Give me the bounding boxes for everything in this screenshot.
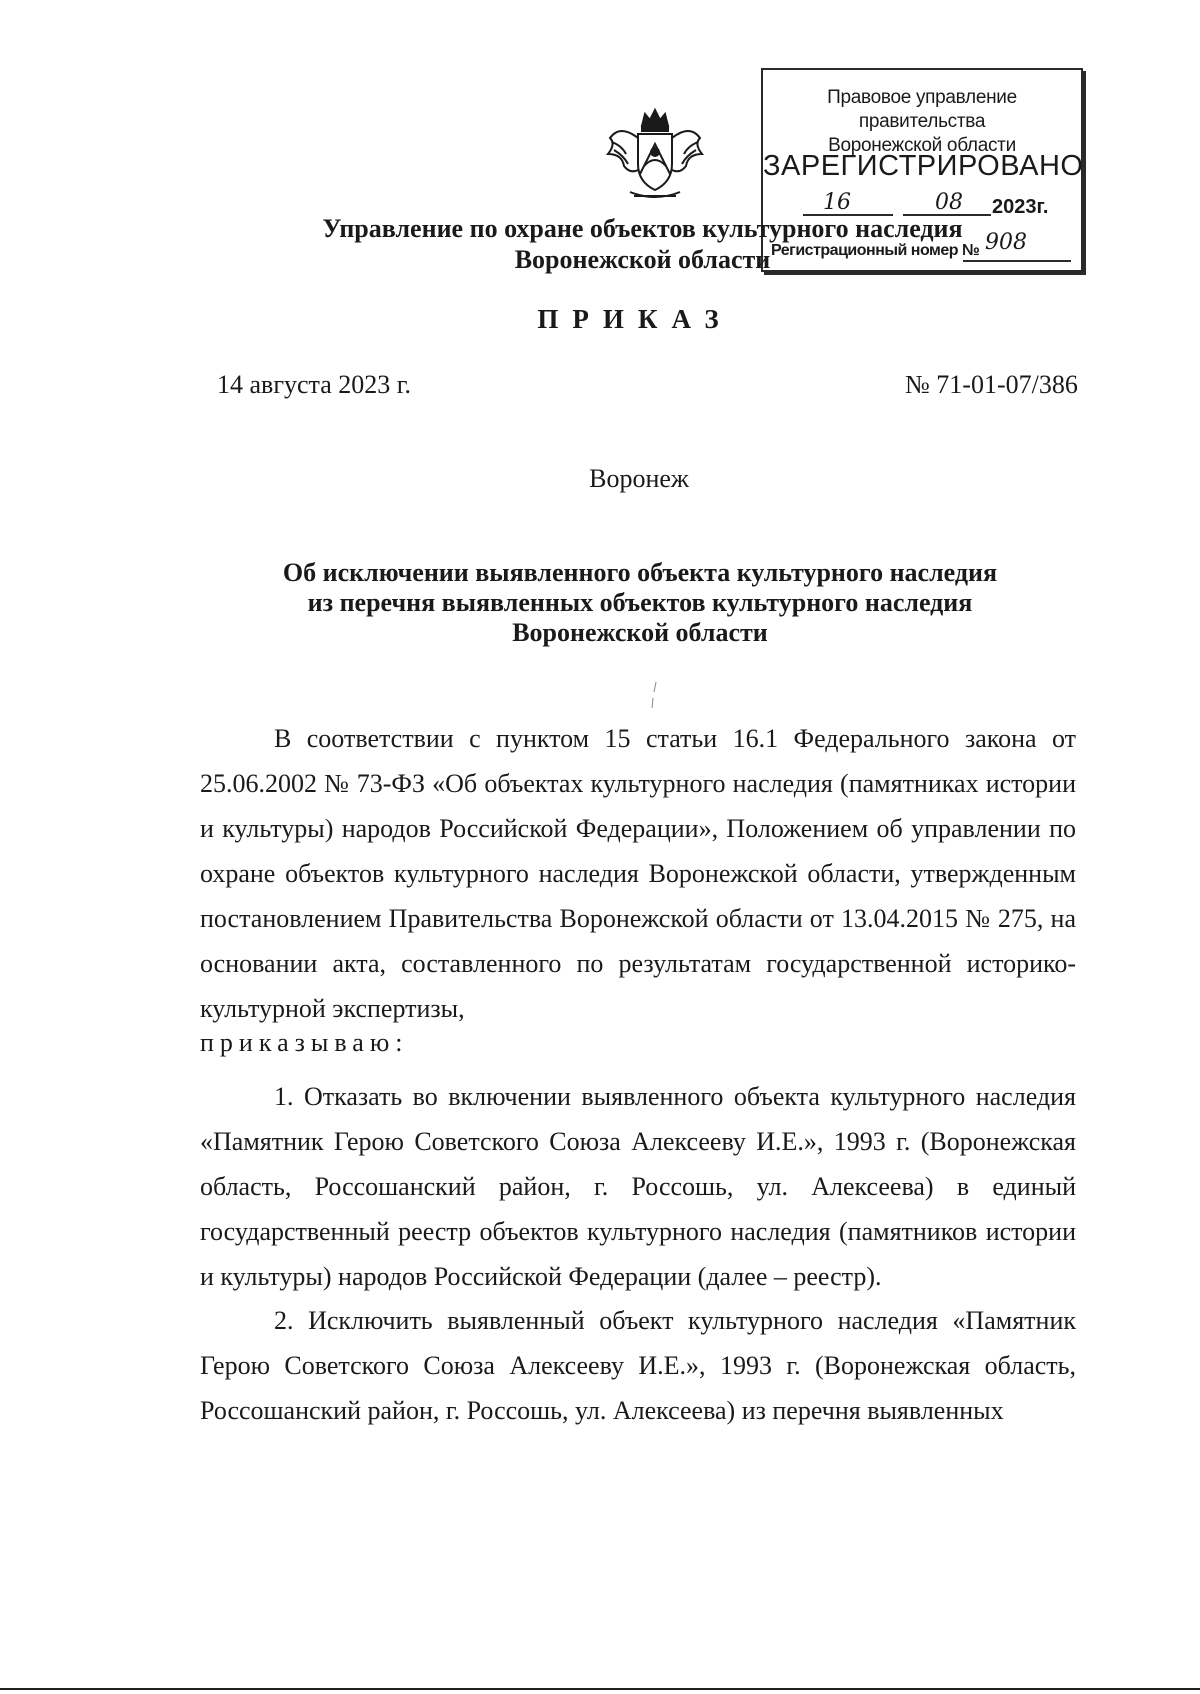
stamp-year: 2023г. (992, 196, 1049, 218)
coat-of-arms-icon (600, 104, 710, 204)
stamp-organization (763, 86, 1081, 158)
document-title-line-1: Об исключении выявленного объекта культурного наследия (282, 558, 998, 587)
order-number: № 71-01-07/386 (905, 370, 1078, 399)
stamp-org-line-1: Правовое управление правительства (827, 87, 1017, 132)
document-title-line-2: из перечня выявленных объектов культурного наследия (307, 588, 973, 617)
page-bottom-edge (0, 1688, 1200, 1690)
document-title-line-3: Воронежской области (512, 618, 768, 647)
order-date: 14 августа 2023 г. (217, 370, 411, 399)
stamp-month: 08 (935, 190, 963, 215)
scan-artifact (648, 680, 660, 710)
agency-name-line-1: Управление по охране объектов культурного наследия (322, 214, 963, 243)
stamp-reg-number: 908 (985, 230, 1027, 255)
city: Воронеж (589, 464, 689, 493)
stamp-org-line-2: Воронежской области (828, 135, 1016, 156)
basis-paragraph: В соответствии с пунктом 15 статьи 16.1 Федерального закона от 25.06.2002 № 73-ФЗ «Об объектах культурного наследия (памятниках истории и культуры) народов Российской Федерации», Положением об управлении по охране объектов культурного наследия Воронежской области, утвержденным постановлением Правительства Воронежской области от 13.04.2015 № 275, на основании акта, составленного по результатам государственной историко-культурной экспертизы, (200, 724, 1076, 1023)
stamp-reg-label: Регистрационный номер № (771, 242, 980, 259)
document-type: ПРИКАЗ (537, 304, 733, 334)
order-verb: приказываю: (200, 1028, 409, 1057)
stamp-status: ЗАРЕГИСТРИРОВАНО (763, 150, 1084, 182)
order-item-2: 2. Исключить выявленный объект культурного наследия «Памятник Герою Советского Союза Алексееву И.Е.», 1993 г. (Воронежская область, Россошанский район, г. Россошь, ул. Алексеева) из перечня выявленных (200, 1306, 1076, 1425)
stamp-day: 16 (823, 190, 851, 215)
order-item-1: 1. Отказать во включении выявленного объекта культурного наследия «Памятник Герою Советского Союза Алексееву И.Е.», 1993 г. (Воронежская область, Россошанский район, г. Россошь, ул. Алексеева) в единый государственный реестр объектов культурного наследия (памятников истории и культуры) народов Российской Федерации (далее – реестр). (200, 1082, 1076, 1291)
agency-name-line-2: Воронежской области (514, 245, 771, 274)
